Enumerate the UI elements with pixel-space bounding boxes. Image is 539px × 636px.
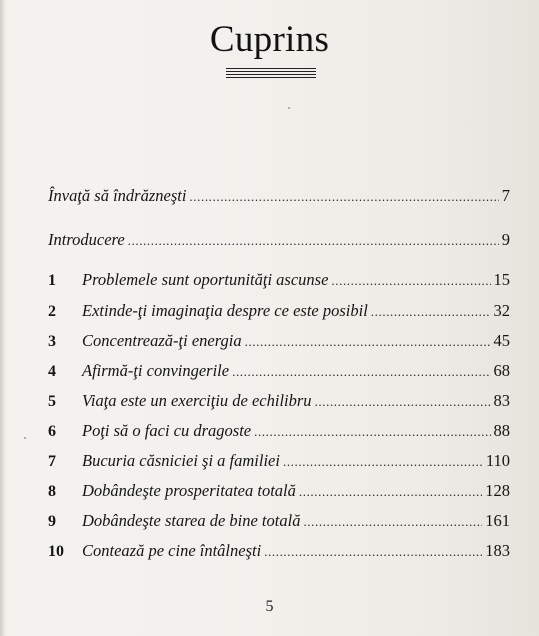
toc-chapter-6	[48, 419, 510, 443]
dot-leader	[315, 390, 491, 414]
toc-chapter-4	[48, 359, 510, 383]
chapter-number: 4	[48, 363, 56, 380]
toc-entry-page: 7	[501, 186, 510, 205]
dot-leader	[264, 540, 482, 564]
chapter-page: 45	[493, 331, 510, 350]
chapter-page: 68	[493, 361, 510, 380]
chapter-page: 88	[493, 421, 510, 440]
chapter-title: Viaţa este un exerciţiu de echilibru	[82, 391, 312, 410]
chapter-number: 9	[48, 513, 56, 530]
chapter-number: 2	[48, 303, 56, 320]
chapter-number: 3	[48, 333, 56, 350]
title-ornament-rule	[226, 68, 316, 80]
chapter-number: 10	[48, 543, 64, 560]
chapter-title: Problemele sunt oportunităţi ascunse	[82, 270, 329, 289]
dot-leader	[128, 229, 499, 253]
toc-entry-front-1	[48, 184, 510, 208]
page-number: 5	[265, 598, 274, 615]
chapter-page: 161	[485, 511, 510, 530]
chapter-title: Concentrează-ţi energia	[82, 331, 242, 350]
chapter-page: 83	[493, 391, 510, 410]
chapter-number: 8	[48, 483, 56, 500]
paper-speck	[288, 107, 290, 109]
dot-leader	[189, 185, 498, 209]
chapter-title: Dobândeşte prosperitatea totală	[82, 481, 296, 500]
chapter-number: 6	[48, 423, 56, 440]
toc-chapter-1	[48, 268, 510, 292]
chapter-page: 128	[485, 481, 510, 500]
toc-chapter-5	[48, 389, 510, 413]
chapter-page: 110	[485, 451, 510, 470]
dot-leader	[303, 510, 482, 534]
chapter-number: 5	[48, 393, 56, 410]
chapter-title: Contează pe cine întâlneşti	[82, 541, 262, 560]
toc-chapter-8	[48, 479, 510, 503]
toc-chapter-3	[48, 329, 510, 353]
chapter-number: 1	[48, 272, 56, 289]
chapter-title: Afirmă-ţi convingerile	[82, 361, 230, 380]
toc-chapter-2	[48, 299, 510, 323]
paper-speck	[24, 437, 26, 439]
chapter-page: 183	[485, 541, 510, 560]
chapter-title: Bucuria căsniciei şi a familiei	[82, 451, 280, 470]
toc-chapter-10	[48, 539, 510, 563]
chapter-title: Extinde-ţi imaginaţia despre ce este posibil	[82, 301, 368, 320]
toc-chapter-9	[48, 509, 510, 533]
dot-leader	[254, 420, 490, 444]
toc-entry-title: Introducere	[48, 230, 125, 249]
toc-entry-front-2	[48, 228, 510, 252]
chapter-title: Poţi să o faci cu dragoste	[82, 421, 252, 440]
toc-chapter-7	[48, 449, 510, 473]
chapter-page: 15	[493, 270, 510, 289]
chapter-title: Dobândeşte starea de bine totală	[82, 511, 301, 530]
dot-leader	[283, 450, 483, 474]
dot-leader	[299, 480, 482, 504]
dot-leader	[245, 330, 491, 354]
chapter-number: 7	[48, 453, 56, 470]
chapter-page: 32	[493, 301, 510, 320]
dot-leader	[331, 269, 490, 293]
page-title: Cuprins	[209, 19, 330, 60]
toc-entry-page: 9	[501, 230, 510, 249]
toc-entry-title: Învaţă să îndrăzneşti	[48, 186, 187, 205]
page-gutter-shadow	[0, 0, 6, 636]
dot-leader	[371, 300, 491, 324]
dot-leader	[232, 360, 490, 384]
